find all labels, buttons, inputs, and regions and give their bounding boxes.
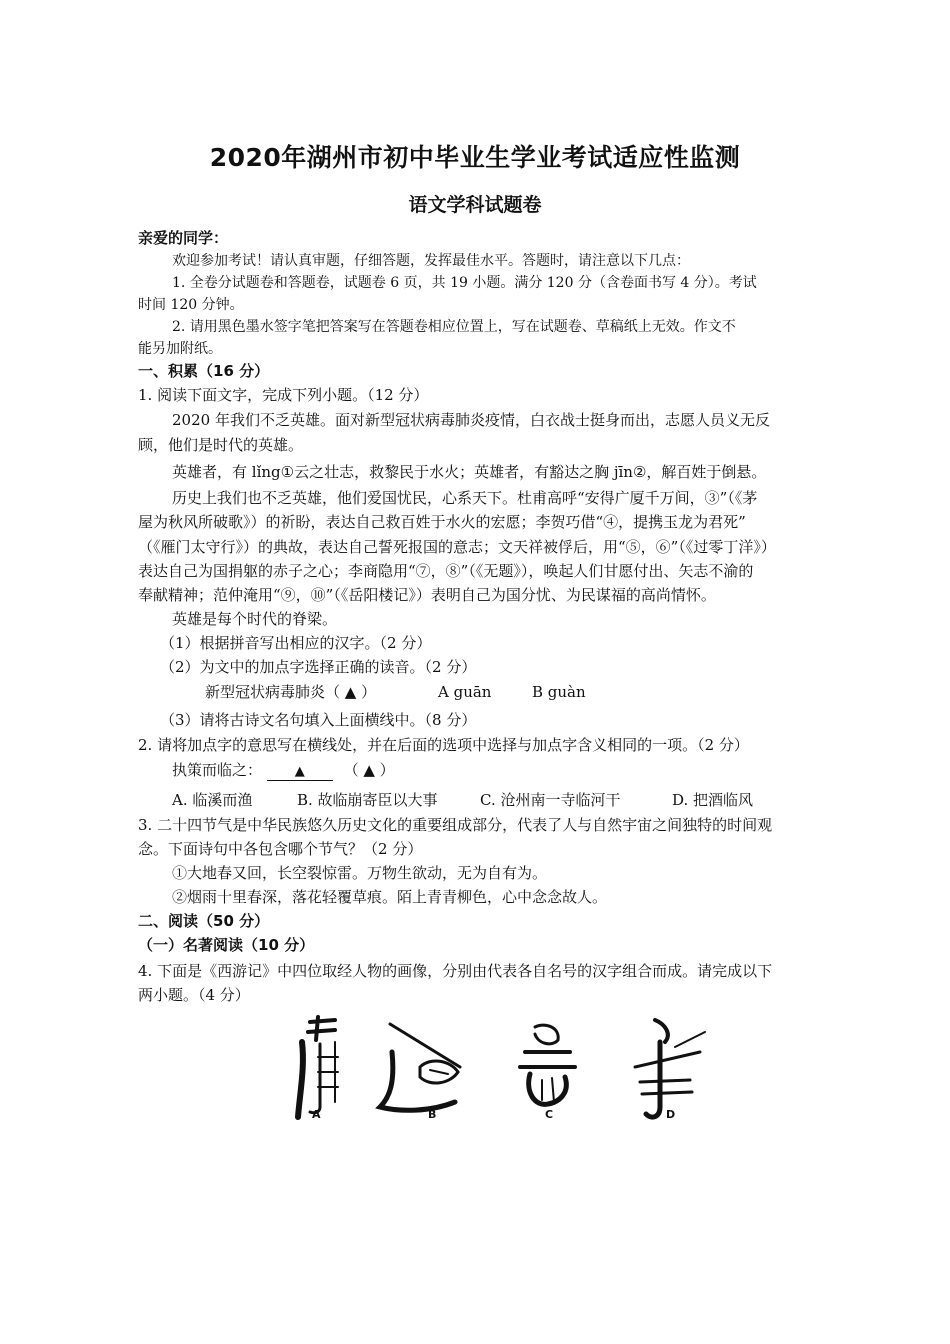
passage-line: 表达自己为国捐躯的赤子之心；李商隐用“⑦，⑧”（《无题》），唤起人们甘愿付出、矢志不渝的 xyxy=(138,562,754,580)
option-a: A guān xyxy=(438,683,492,701)
figure-d-illustration xyxy=(635,1020,705,1117)
sub-question-item: 新型冠状病毒肺炎（ ▲ ） xyxy=(205,683,377,701)
passage-line: 2020 年我们不乏英雄。面对新型冠状病毒肺炎疫情，白衣战士挺身而出，志愿人员义无反 xyxy=(172,411,770,429)
passage-line: 英雄是每个时代的脊梁。 xyxy=(172,610,338,628)
figure-a-illustration xyxy=(298,1017,338,1117)
section-heading: 一、积累（16 分） xyxy=(138,362,270,380)
greeting: 亲爱的同学： xyxy=(138,229,229,247)
notice-line: 欢迎参加考试！请认真审题，仔细答题，发挥最佳水平。答题时，请注意以下几点： xyxy=(172,253,690,269)
figure-label: D xyxy=(666,1108,676,1121)
question-stem: 4. 下面是《西游记》中四位取经人物的画像，分别由代表各自名号的汉字组合而成。请完成以下 xyxy=(138,962,773,980)
passage-line: 顾，他们是时代的英雄。 xyxy=(138,436,304,454)
answer-paren: （ ▲ ） xyxy=(343,761,395,779)
question-stem: 1. 阅读下面文字，完成下列小题。（12 分） xyxy=(138,386,429,404)
sub-question: （1）根据拼音写出相应的汉字。（2 分） xyxy=(160,634,432,652)
question-stem: 念。下面诗句中各包含哪个节气？（2 分） xyxy=(138,840,423,858)
option-b: B guàn xyxy=(532,683,586,701)
exam-subtitle: 语文学科试题卷 xyxy=(408,194,542,216)
q2-item-label: 执策而临之： xyxy=(172,761,263,779)
figure-b-illustration xyxy=(380,1024,460,1110)
poem-line: ①大地春又回，长空裂惊雷。万物生欲动，无为自有为。 xyxy=(172,864,548,882)
figure-label: C xyxy=(545,1108,554,1121)
question-stem: 3. 二十四节气是中华民族悠久历史文化的重要组成部分，代表了人与自然宇宙之间独特的时间观 xyxy=(138,816,773,834)
figure-label: B xyxy=(428,1108,437,1121)
notice-line: 能另加附纸。 xyxy=(138,341,222,357)
sub-section-heading: （一）名著阅读（10 分） xyxy=(138,936,315,954)
passage-line: 历史上我们也不乏英雄，他们爱国忧民，心系天下。杜甫高呼“安得广厦千万间，③”（《茅 xyxy=(172,489,758,507)
passage-line: 英雄者，有 lǐng①云之壮志，救黎民于水火；英雄者，有豁达之胸 jīn②，解百姓于倒悬。 xyxy=(172,463,767,481)
sub-question: （3）请将古诗文名句填入上面横线中。（8 分） xyxy=(160,711,477,729)
option-b: B. 故临崩寄臣以大事 xyxy=(297,791,438,809)
notice-line: 时间 120 分钟。 xyxy=(138,297,244,313)
passage-line: 奉献精神；范仲淹用“⑨，⑩”（《岳阳楼记》）表明自己为国分忧、为民谋福的高尚情怀。 xyxy=(138,586,716,604)
question-stem: 两小题。（4 分） xyxy=(138,986,250,1004)
section-heading: 二、阅读（50 分） xyxy=(138,912,270,930)
passage-line: （《雁门太守行》）的典故，表达自己誓死报国的意志；文天祥被俘后，用“⑤，⑥”（《过零丁洋》） xyxy=(138,538,776,556)
notice-line: 1. 全卷分试题卷和答题卷，试题卷 6 页，共 19 小题。满分 120 分（含卷面书写 4 分）。考试 xyxy=(172,275,757,291)
option-d: D. 把酒临风 xyxy=(672,791,754,809)
sub-question: （2）为文中的加点字选择正确的读音。（2 分） xyxy=(160,658,477,676)
option-a: A. 临溪而渔 xyxy=(172,791,253,809)
question-stem: 2. 请将加点字的意思写在横线处，并在后面的选项中选择与加点字含义相同的一项。（2 分） xyxy=(138,736,749,754)
figure-c-illustration xyxy=(520,1025,575,1104)
poem-line: ②烟雨十里春深，落花轻覆草痕。陌上青青柳色，心中念念故人。 xyxy=(172,888,608,906)
q2-item xyxy=(172,760,395,781)
figure-label: A xyxy=(312,1108,321,1121)
notice-line: 2. 请用黑色墨水签字笔把答案写在答题卷相应位置上，写在试题卷、草稿纸上无效。作文不 xyxy=(172,319,736,335)
exam-title: 2020年湖州市初中毕业生学业考试适应性监测 xyxy=(209,143,741,172)
journey-west-calligraphy-figures xyxy=(280,1012,730,1132)
answer-blank: ▲ xyxy=(267,764,333,781)
passage-line: 屋为秋风所破歌》）的祈盼，表达自己救百姓于水火的宏愿；李贺巧借“④，提携玉龙为君死” xyxy=(138,513,746,531)
option-c: C. 沧州南一寺临河干 xyxy=(480,791,621,809)
